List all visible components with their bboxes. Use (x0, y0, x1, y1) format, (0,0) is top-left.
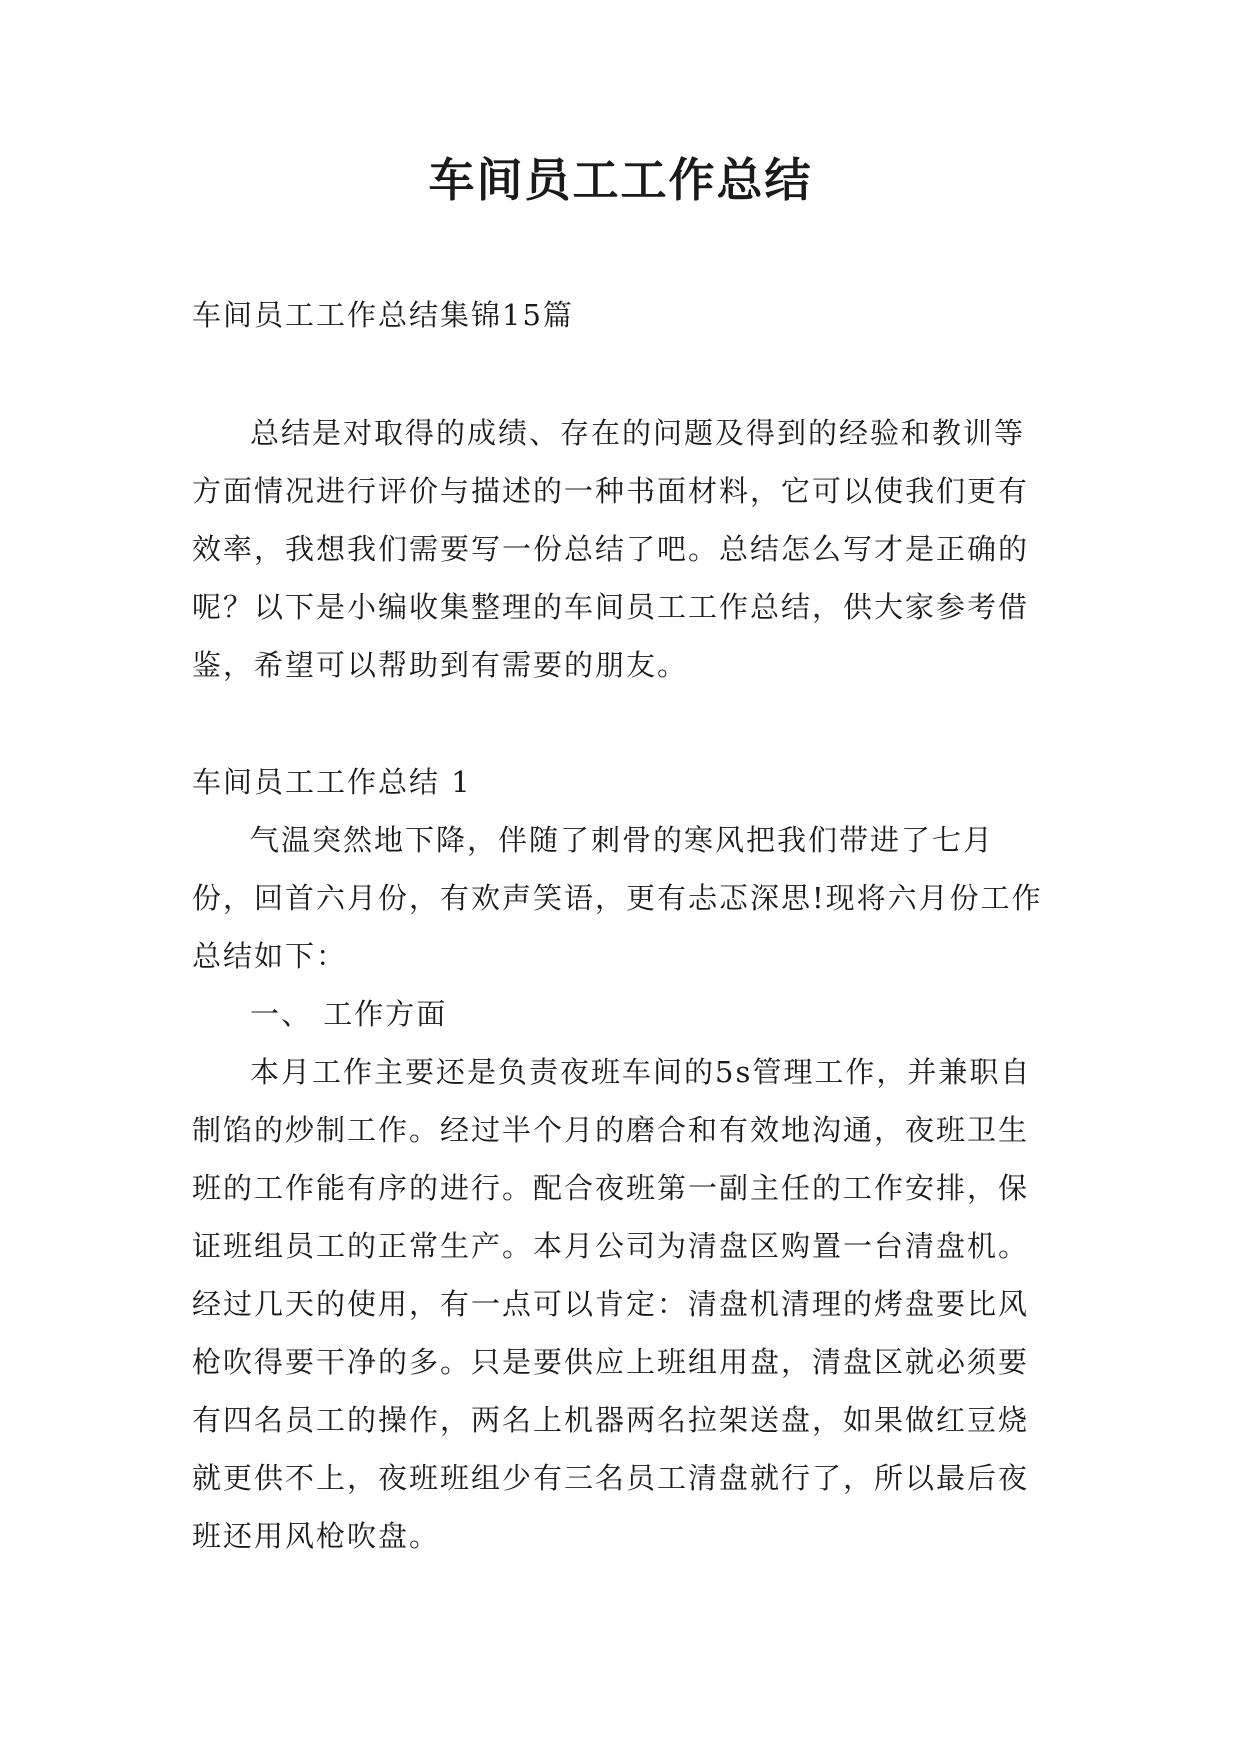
section-paragraph-1: 气温突然地下降，伴随了刺骨的寒风把我们带进了七月份，回首六月份，有欢声笑语，更有忐忑深思!现将六月份工作总结如下： (192, 823, 1043, 973)
section-heading: 车间员工工作总结 1 (192, 765, 472, 799)
section-body (192, 811, 1054, 1565)
intro-paragraph: 总结是对取得的成绩、存在的问题及得到的经验和教训等方面情况进行评价与描述的一种书面材料，它可以使我们更有效率，我想我们需要写一份总结了吧。总结怎么写才是正确的呢？以下是小编收集整理的车间员工工作总结，供大家参考借鉴，希望可以帮助到有需要的朋友。 (192, 416, 1030, 682)
section-paragraph-2: 本月工作主要还是负责夜班车间的5s管理工作，并兼职自制馅的炒制工作。经过半个月的磨合和有效地沟通，夜班卫生班的工作能有序的进行。配合夜班第一副主任的工作安排，保证班组员工的正常生产。本月公司为清盘区购置一台清盘机。经过几天的使用，有一点可以肯定：清盘机清理的烤盘要比风枪吹得要干净的多。只是要供应上班组用盘，清盘区就必须要有四名员工的操作，两名上机器两名拉架送盘，如果做红豆烧就更供不上，夜班班组少有三名员工清盘就行了，所以最后夜班还用风枪吹盘。 (192, 1055, 1032, 1553)
section-subheading: 一、 工作方面 (250, 997, 448, 1031)
document-subtitle: 车间员工工作总结集锦15篇 (192, 298, 574, 332)
document-title: 车间员工工作总结 (428, 153, 813, 207)
